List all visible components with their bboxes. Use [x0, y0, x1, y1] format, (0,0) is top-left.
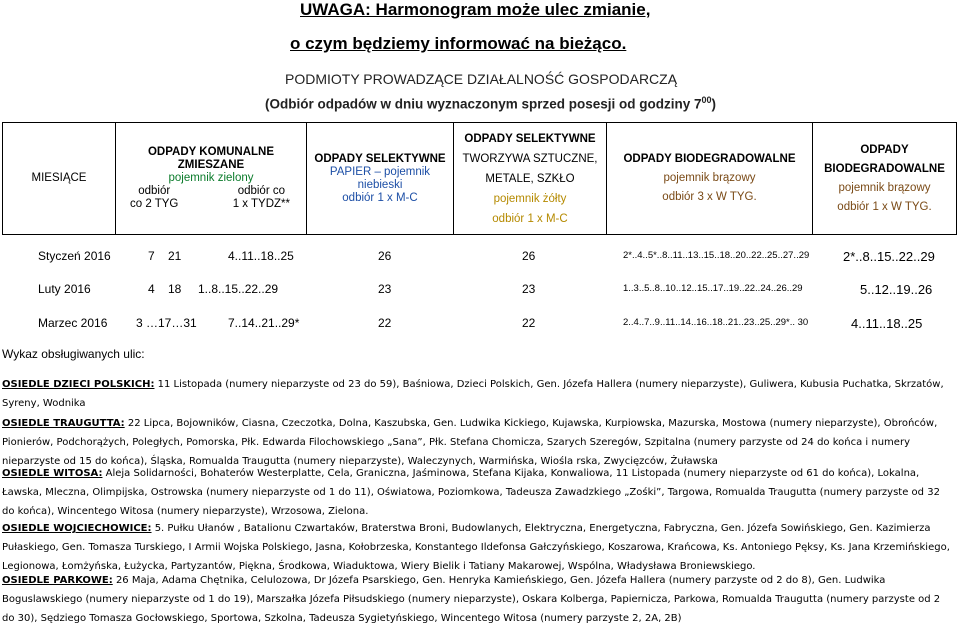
- district-parkowe: OSIEDLE PARKOWE: 26 Maja, Adama Chętnika, Celulozowa, Dr Józefa Psarskiego, Gen. Henryka Kamieńskiego, Gen. Józefa Hallera (numery parzyste od 2 do 8), Gen. Ludwika Boguslawskiego (numery nieparzyste od 1 do 19), Marszałka Józefa Piłsudskiego (numery nieparzyste), Oskara Kolberga, Papiernicza, Parkowa, Romualda Traugutta (numery parzyste od 2 do 30), Sędziego Tomasza Gocłowskiego, Sportowa, Szkolna, Tadeusza Sygietyńskiego, Wincentego Witosa (numery parzyste 2, 2A, 2B): [2, 575, 941, 624]
- district-wojciechowice: OSIEDLE WOJCIECHOWICE: 5. Pułku Ułanów , Batalionu Czwartaków, Braterstwa Broni, Budowlanych, Elektryczna, Energetyczna, Fabryczna, Gen. Józefa Sowińskiego, Gen. Kazimierza Pułaskiego, Gen. Tomasza Turskiego, I Armii Wojska Polskiego, Jasna, Kołobrzeska, Konstantego Ildefonsa Gałczyńskiego, Koszarowa, Krańcowa, Ks. Antoniego Pęksy, Ks. Jana Krzemińskiego, Legionowa, Łomżyńska, Łużycka, Partyzantów, Piękna, Środkowa, Wiaduktowa, Wiery Bielik i Tatiany Makarowej, Wspólna, Władysława Broniewskiego.: [2, 523, 950, 572]
- section-subtitle: (Odbiór odpadów w dniu wyznaczonym sprzed posesji od godziny $7^{00}$): [265, 95, 717, 112]
- table-row: Styczeń 2016 7 21 4..11..18..25 26 26 2*..4..5*..8..11..13..15..18..20..22..25..27..29 2*..8..15..22..29: [38, 249, 935, 264]
- table-row: Luty 2016 4 18 1..8..15..22..29 23 23 1..3..5..8..10..12..15..17..19..22..24..26..29 5..12..19..26: [38, 282, 933, 297]
- district-traugutta: OSIEDLE TRAUGUTTA: 22 Lipca, Bojowników, Ciasna, Czeczotka, Dolna, Kaszubska, Gen. Ludwika Kickiego, Kujawska, Kurpiowska, Mazurska, Mostowa (numery nieparzyste), Obrońców, Pionierów, Podchorążych, Poległych, Pomorska, Płk. Edwarda Filochowskiego „Sana”, Płk. Stefana Chomicza, Szarych Szeregów, Szpitalna (numery parzyste od 24 do końca i numery nieparzyste od 15 do końca), Śląska, Romualda Traugutta (numery nieparzyste), Waleczynych, Warmińska, Wiośla rska, Zwycięzców, Żuławska: [2, 418, 938, 467]
- table-row: Marzec 2016 3 …17…31 7..14..21..29* 22 22 2..4..7..9..11..14..16..18..21..23..25..29*.. 30 4..11..18..25: [38, 316, 923, 331]
- notice-subtitle: o czym będziemy informować na bieżąco.: [290, 34, 627, 53]
- section-title: PODMIOTY PROWADZĄCE DZIAŁALNOŚĆ GOSPODARCZĄ: [285, 71, 678, 87]
- bio2-header: ODPADY BIODEGRADOWALNE pojemnik brązowy odbiór 1 x W TYG.: [813, 123, 957, 235]
- notice-title: UWAGA: Harmonogram może ulec zmianie,: [300, 0, 651, 19]
- months-header: MIESIĄCE: [3, 123, 116, 235]
- komunalne-header: ODPADY KOMUNALNE ZMIESZANE pojemnik zielony odbiór co 2 TYG odbiór co 1 x TYDZ**: [116, 123, 307, 235]
- streets-heading: Wykaz obsługiwanych ulic:: [2, 347, 145, 361]
- schedule-header: [2, 122, 957, 235]
- district-witosa: OSIEDLE WITOSA: Aleja Solidarności, Bohaterów Westerplatte, Cela, Graniczna, Jaśminowa, Stefana Kijaka, Konwaliowa, 11 Listopada (numery nieparzyste od 61 do końca), Lokalna, Ławska, Mleczna, Olimpijska, Ostrowska (numery nieparzyste od 1 do 11), Oświatowa, Poziomkowa, Tadeusza Zawadzkiego „Zośki”, Targowa, Romualda Traugutta (numery parzyste od 32 do końca), Wincentego Witosa (numery nieparzyste), Wrzosowa, Zielona.: [2, 468, 940, 517]
- plastik-header: ODPADY SELEKTYWNE TWORZYWA SZTUCZNE, METALE, SZKŁO pojemnik żółty odbiór 1 x M-C: [454, 123, 607, 235]
- district-dzieci-polskich: OSIEDLE DZIECI POLSKICH: 11 Listopada (numery nieparzyste od 23 do 59), Baśniowa, Dzieci Polskich, Gen. Józefa Hallera (numery nieparzyste), Guliwera, Kubusia Puchatka, Skrzatów, Syreny, Wodnika: [2, 379, 944, 409]
- bio1-header: ODPADY BIODEGRADOWALNE pojemnik brązowy odbiór 3 x W TYG.: [607, 123, 813, 235]
- papier-header: ODPADY SELEKTYWNE PAPIER – pojemnik niebieski odbiór 1 x M-C: [307, 123, 454, 235]
